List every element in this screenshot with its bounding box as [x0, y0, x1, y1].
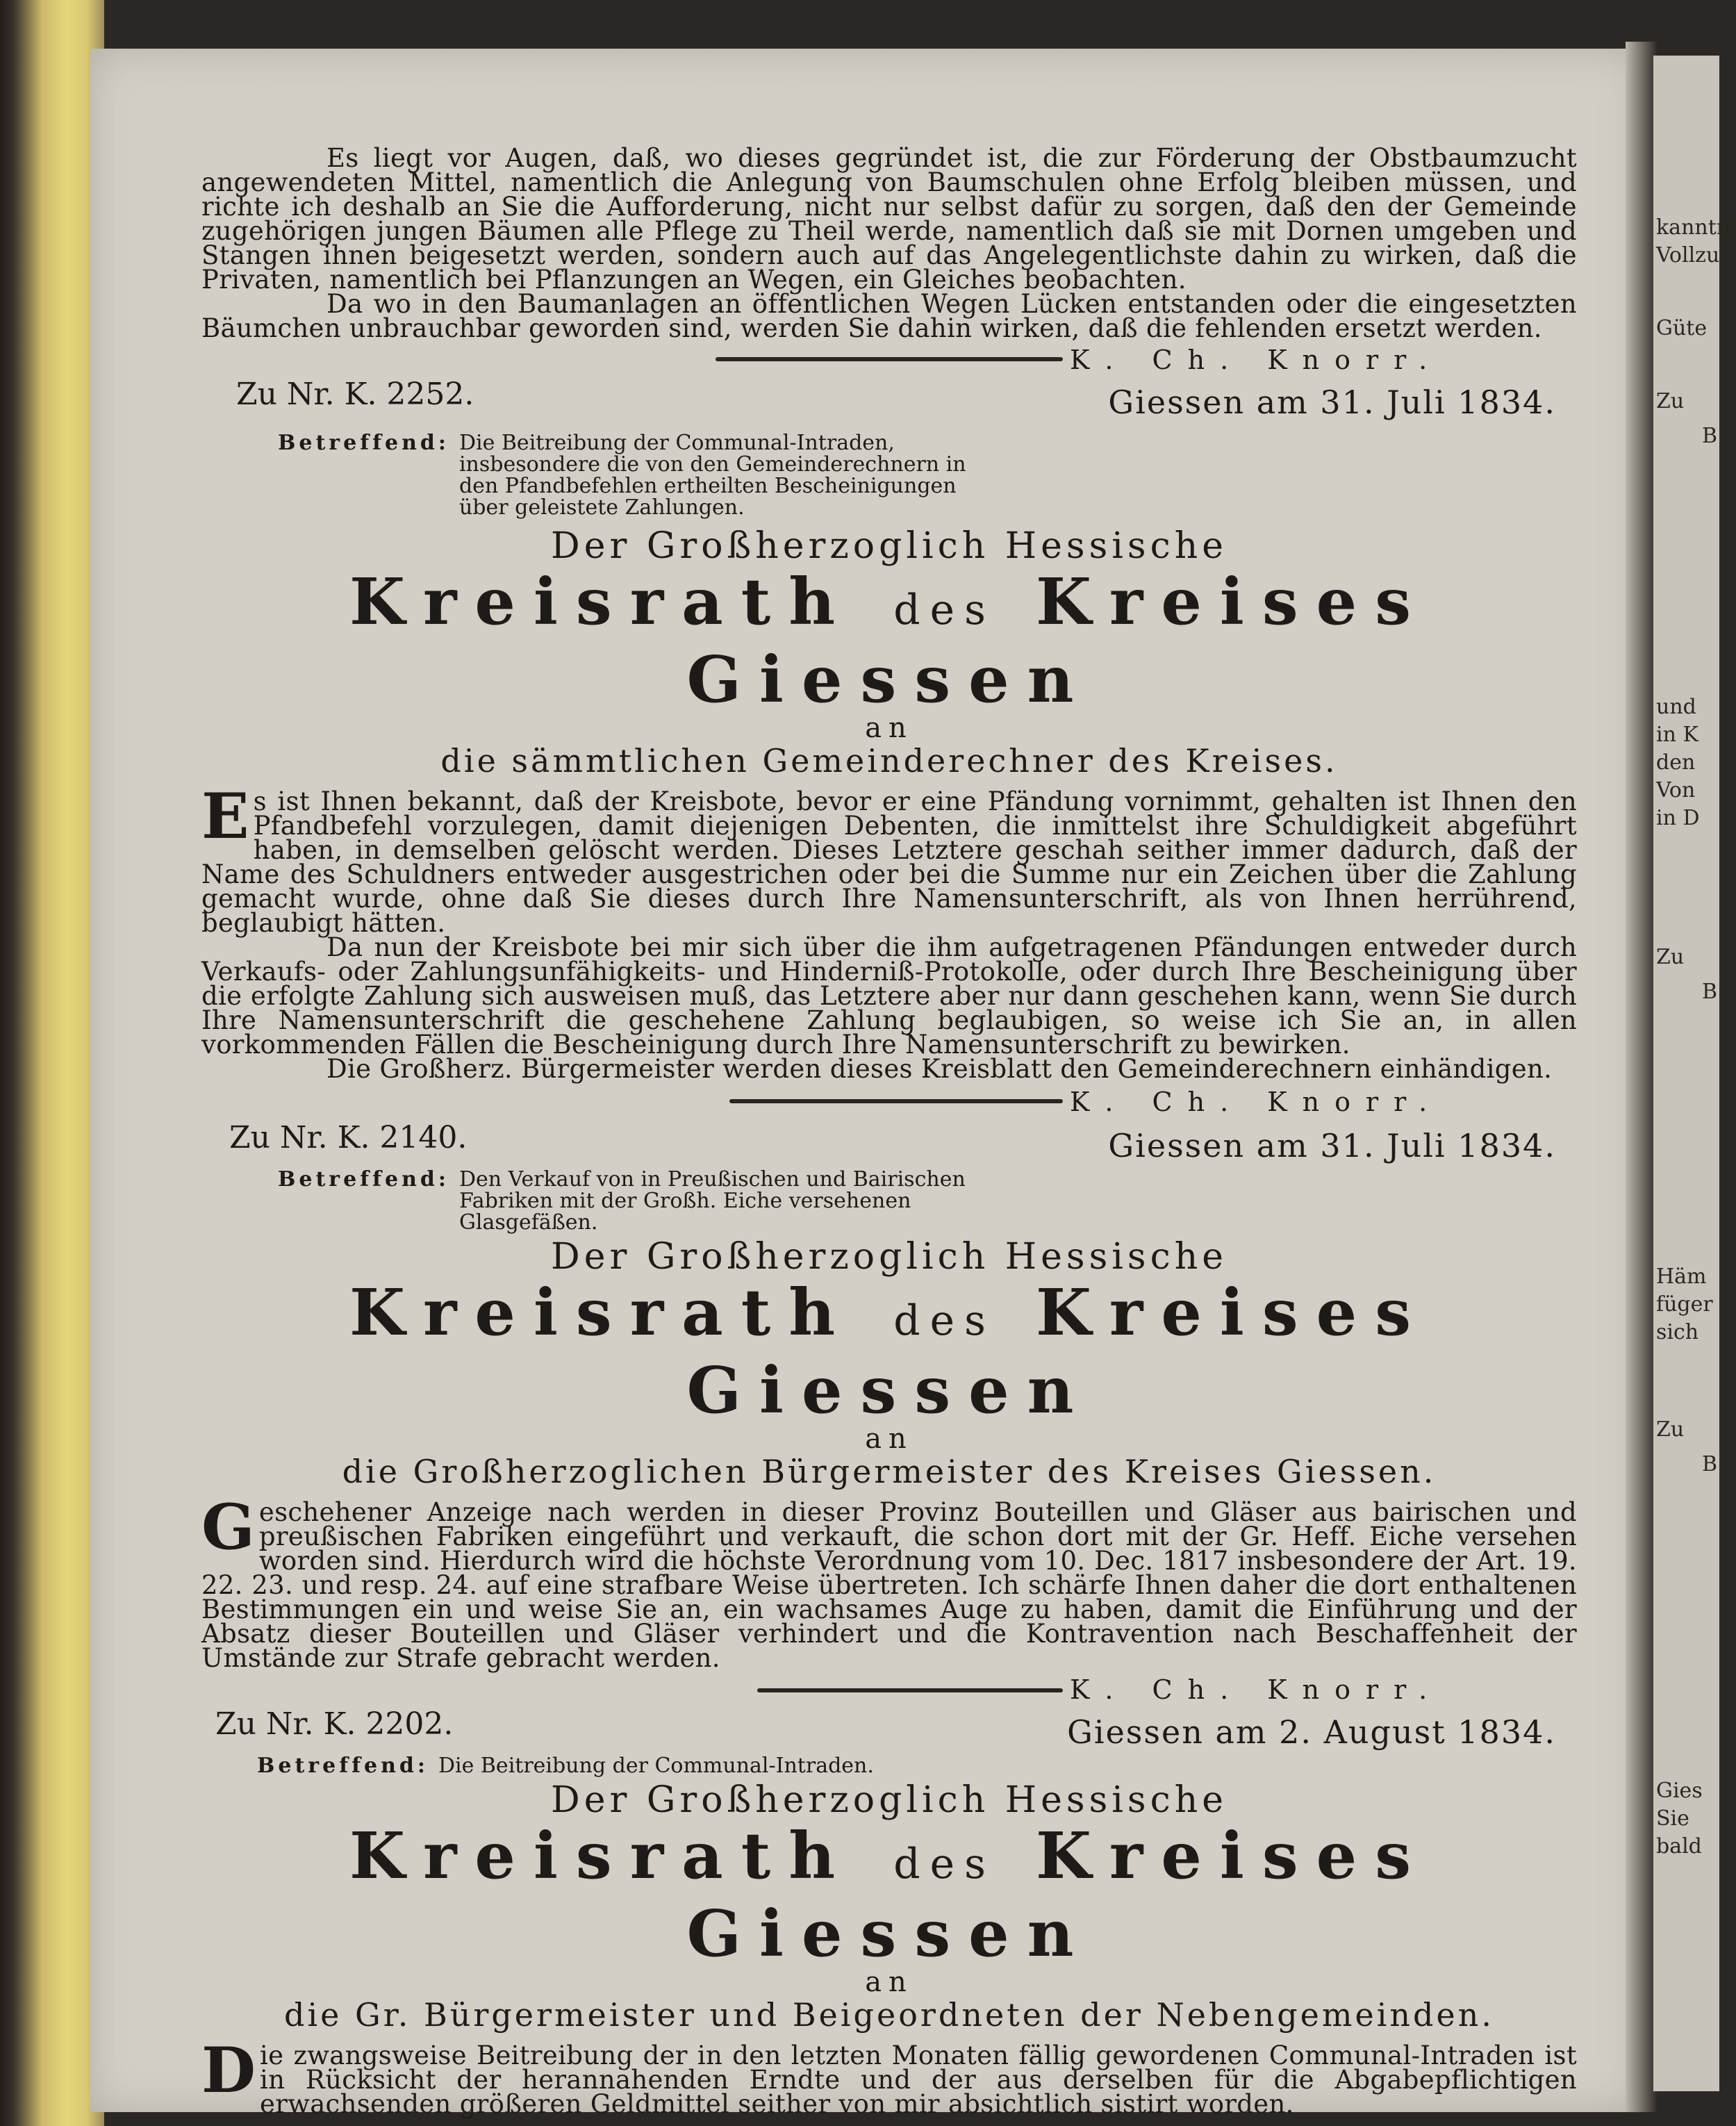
margin-word: füger	[1656, 1292, 1713, 1317]
body-paragraph: ie zwangsweise Beitreibung der in den letzten Monaten fällig gewordenen Communal-Intraden ist in Rücksicht der herannahenden Erndte und der aus derselben für die Abgabepflichtigen erwachsenden größeren Geldmittel seither von mir absichtlich sistirt worden.	[260, 2041, 1577, 2119]
subject-block	[278, 432, 973, 518]
issuer-heading: Der Großherzoglich Hessische	[551, 1779, 1227, 1821]
issuer-heading: Der Großherzoglich Hessische	[551, 525, 1227, 567]
separator-rule	[729, 1099, 1063, 1103]
drop-cap: D	[201, 2034, 256, 2107]
reference-number: Zu Nr. K. 2140.	[229, 1120, 468, 1155]
margin-word: B	[1702, 980, 1718, 1004]
subject-block	[278, 1169, 973, 1233]
subject-text: Den Verkauf von in Preußischen und Bairischen Fabriken mit der Großh. Eiche versehenen Glasgefäßen.	[458, 1167, 966, 1235]
margin-word: Sie	[1656, 1806, 1689, 1831]
margin-word: B	[1702, 424, 1718, 448]
page-content	[201, 143, 1577, 2119]
signature: K. Ch. Knorr.	[1070, 1674, 1443, 1705]
issuer-title-part: des	[893, 1840, 995, 1888]
issuer-title-part: des	[893, 586, 995, 634]
subject-label: Betreffend:	[278, 431, 449, 455]
issuer-title-part: Kreises Giessen	[686, 564, 1429, 717]
recipient-line: die sämmtlichen Gemeinderechner des Kreises.	[440, 742, 1338, 780]
margin-word: Häm	[1656, 1264, 1707, 1289]
recipient-line: die Großherzoglichen Bürgermeister des Kreises Giessen.	[342, 1453, 1437, 1490]
issuer-title	[201, 564, 1577, 717]
margin-word: bald	[1656, 1834, 1702, 1859]
issuer-title	[201, 1818, 1577, 1971]
place-date: Giessen am 2. August 1834.	[1067, 1713, 1556, 1751]
signature: K. Ch. Knorr.	[1070, 345, 1443, 375]
intro-paragraph: Es liegt vor Augen, daß, wo dieses gegründet ist, die zur Förderung der Obstbaumzucht angewendeten Mittel, namentlich die Anlegung von Baumschulen ohne Erfolg bleiben müssen, und richte ich deshalb an Sie die Aufforderung, nicht nur selbst dafür zu sorgen, daß den der Gemeinde zugehörigen jungen Bäumen alle Pflege zu Theil werde, namentlich daß sie mit Dornen umgeben und Stangen ihnen beigesetzt werden, sondern auch auf das Angelegentlichste dahin zu wirken, daß die Privaten, namentlich bei Pflanzungen an Wegen, ein Gleiches beobachten.	[201, 143, 1577, 295]
place-date: Giessen am 31. Juli 1834.	[1108, 384, 1556, 421]
margin-word: in K	[1656, 723, 1698, 747]
intro-paragraph: Da wo in den Baumanlagen an öffentlichen Wegen Lücken entstanden oder die eingesetzten Bäumchen unbrauchbar geworden sind, werden Sie dahin wirken, daß die fehlenden ersetzt werden.	[201, 289, 1577, 343]
addressee-connector: an	[865, 1423, 914, 1455]
section-header	[201, 1706, 1577, 1755]
issuer-title	[201, 1275, 1577, 1428]
margin-word: Vollzu	[1656, 243, 1720, 267]
signature-line	[201, 1085, 1577, 1116]
drop-cap: E	[201, 780, 249, 853]
issuer-title-part: Kreisrath	[349, 564, 854, 639]
body-paragraph: s ist Ihnen bekannt, daß der Kreisbote, bevor er eine Pfändung vornimmt, gehalten ist Ihnen den Pfandbefehl vorzulegen, damit diejenigen Debenten, die inmittelst ihre Schuldigkeit abgeführt haben, in demselben gelöscht werden. Dieses Letztere geschah seither immer dadurch, daß der Name des Schuldners entweder ausgestrichen oder bei die Summe nur ein Zeichen über die Zahlung gemacht wurde, ohne daß Sie dieses durch Ihre Namensunterschrift, als von Ihnen herrührend, beglaubigt hätten.	[201, 786, 1577, 938]
margin-word: Güte	[1656, 316, 1708, 340]
reference-number: Zu Nr. K. 2252.	[236, 377, 474, 412]
margin-word: den	[1656, 750, 1696, 775]
margin-word: kanntm	[1656, 215, 1736, 240]
margin-word: B	[1702, 1452, 1718, 1476]
book-gutter	[1626, 42, 1657, 2112]
signature: K. Ch. Knorr.	[1070, 1087, 1443, 1117]
subject-block	[257, 1755, 952, 1777]
body-paragraph: Die Großherz. Bürgermeister werden dieses Kreisblatt den Gemeinderechnern einhändigen.	[326, 1054, 1553, 1084]
issuer-heading: Der Großherzoglich Hessische	[551, 1236, 1227, 1278]
separator-rule	[757, 1688, 1063, 1692]
margin-word: Zu	[1656, 389, 1685, 413]
body-paragraph: eschehener Anzeige nach werden in dieser Provinz Bouteillen und Gläser aus bairischen und preußischen Fabriken eingeführt und verkauft, die schon dort mit der Gr. Heff. Eiche versehen worden sind. Hierdurch wird die höchste Verordnung vom 10. Dec. 1817 insbesondere der Art. 19. 22. 23. und resp. 24. auf eine strafbare Weise übertreten. Ich schärfe Ihnen daher die dort enthaltenen Bestimmungen ein und weise Sie an, ein wachsames Auge zu haben, damit die Einführung und der Absatz dieser Bouteillen und Gläser verhindert und die Kontravention nach Beschaffenheit der Umstände zur Strafe gebracht werden.	[201, 1497, 1577, 1673]
margin-word: Zu	[1656, 945, 1685, 969]
addressee-connector: an	[865, 712, 914, 744]
margin-word: und	[1656, 695, 1696, 719]
issuer-title-part: Kreises Giessen	[686, 1275, 1429, 1428]
subject-label: Betreffend:	[278, 1167, 449, 1192]
issuer-title-part: Kreisrath	[349, 1275, 854, 1350]
adjacent-page-fragment	[1653, 56, 1736, 2091]
margin-word: in D	[1656, 806, 1700, 830]
margin-word: Gies	[1656, 1779, 1703, 1803]
margin-word: Zu	[1656, 1417, 1685, 1442]
issuer-title-part: des	[893, 1296, 995, 1345]
separator-rule	[716, 357, 1063, 361]
intro-signature-line	[201, 345, 1577, 375]
drop-cap: G	[201, 1490, 255, 1564]
signature-line	[201, 1674, 1577, 1705]
recipient-line: die Gr. Bürgermeister und Beigeordneten der Nebengemeinden.	[284, 1996, 1494, 2034]
issuer-title-part: Kreises Giessen	[686, 1818, 1429, 1971]
subject-text: Die Beitreibung der Communal-Intraden, insbesondere die von den Gemeinderechnern in den Pfandbefehlen ertheilten Bescheinigungen über geleistete Zahlungen.	[458, 431, 966, 520]
issuer-title-part: Kreisrath	[349, 1818, 854, 1893]
subject-label: Betreffend:	[257, 1754, 429, 1778]
addressee-connector: an	[865, 1966, 914, 1998]
place-date: Giessen am 31. Juli 1834.	[1108, 1127, 1556, 1164]
section-header	[201, 377, 1577, 432]
subject-text: Die Beitreibung der Communal-Intraden.	[438, 1754, 874, 1778]
book-fore-edge	[0, 0, 104, 2126]
margin-word: sich	[1656, 1320, 1699, 1344]
section-header	[201, 1120, 1577, 1169]
body-paragraph: Da nun der Kreisbote bei mir sich über die ihm aufgetragenen Pfändungen entweder durch Verkaufs- oder Zahlungsunfähigkeits- und Hinderniß-Protokolle, oder durch Ihre Bescheinigung über die erfolgte Zahlung sich ausweisen muß, das Letztere aber nur dann geschehen kann, wenn Sie durch Ihre Namensunterschrift die geschehene Zahlung beglaubigen, so weise ich Sie an, in allen vorkommenden Fällen die Bescheinigung durch Ihre Namensunterschrift zu bewirken.	[201, 932, 1577, 1060]
reference-number: Zu Nr. K. 2202.	[215, 1706, 454, 1742]
margin-word: Von	[1656, 778, 1696, 802]
